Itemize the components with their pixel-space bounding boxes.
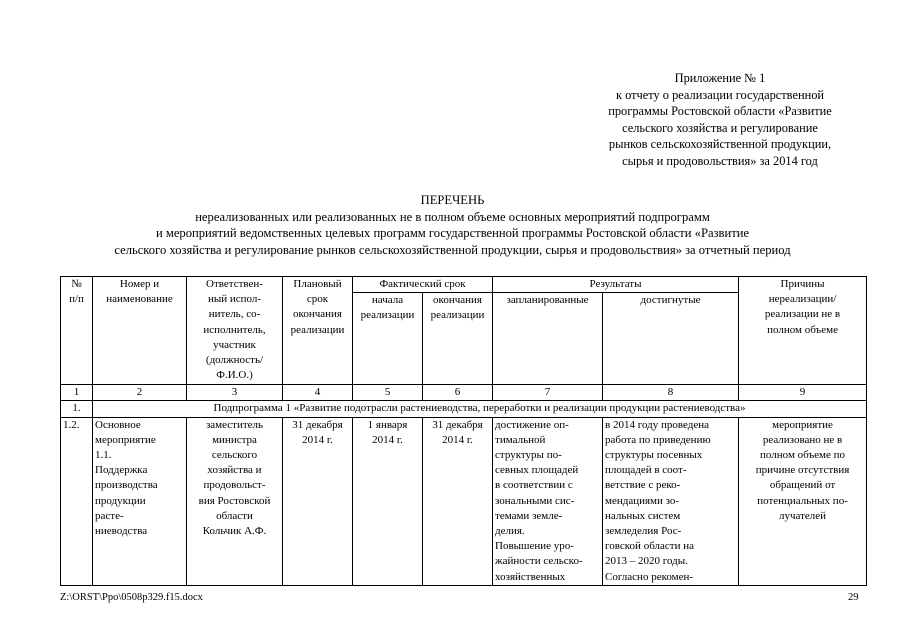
- cell-line: 1.1.: [95, 449, 112, 462]
- cell-line: говской области на: [605, 540, 694, 553]
- cell-line: темами земле-: [495, 509, 563, 522]
- cell-line: в соответствии с: [495, 479, 573, 492]
- appendix-line: сырья и продовольствия» за 2014 год: [622, 153, 818, 168]
- header-results-achieved: достигнутые: [603, 293, 739, 385]
- cell-line: 2014 г.: [372, 433, 403, 446]
- cell-line: нереализации/: [768, 293, 837, 306]
- cell-line: земледелия Рос-: [605, 525, 682, 538]
- title-line: сельского хозяйства и регулирование рынков сельскохозяйственной продукции, сырья и продовольствия» за отчетный период: [114, 242, 791, 257]
- cell-line: достижение оп-: [495, 418, 569, 431]
- column-number-row: [61, 385, 867, 401]
- header-results: Результаты: [493, 277, 739, 293]
- cell-line: нальных систем: [605, 509, 681, 522]
- cell-line: вия Ростовской: [198, 494, 271, 507]
- column-number: 4: [283, 385, 353, 401]
- appendix-line: рынков сельскохозяйственной продукции,: [608, 137, 832, 152]
- cell-line: мероприятие: [772, 418, 833, 431]
- page-number: 29: [848, 592, 859, 603]
- subprogram-text: Подпрограмма 1 «Развитие подотрасли растениеводства, переработки и реализации продукции растениеводства»: [213, 402, 746, 415]
- cell-line: окончания: [433, 294, 482, 307]
- cell-line: ный испол-: [207, 293, 262, 306]
- subprogram-num: 1.: [61, 401, 93, 417]
- cell-line: полном объеме по: [760, 449, 846, 462]
- row-responsible: [187, 417, 283, 585]
- header-row-1: [61, 277, 867, 293]
- row-name: [93, 417, 187, 585]
- row-actual-start: [353, 417, 423, 585]
- header-reasons: [739, 277, 867, 385]
- cell-line: Номер и: [119, 278, 160, 290]
- cell-line: мероприятие: [95, 433, 156, 446]
- cell-line: жайности сельско-: [495, 555, 583, 568]
- cell-line: (должность/: [205, 354, 264, 367]
- cell-line: наименование: [106, 293, 173, 306]
- cell-line: расте-: [95, 509, 124, 522]
- cell-line: делия.: [495, 525, 525, 538]
- column-number: 5: [353, 385, 423, 401]
- title-line: и мероприятий ведомственных целевых программ государственной программы Ростовской области «Развитие: [155, 226, 750, 241]
- subprogram-title: [93, 401, 867, 417]
- column-number: 1: [61, 385, 93, 401]
- cell-line: заместитель: [205, 418, 264, 431]
- title-heading: ПЕРЕЧЕНЬ: [420, 193, 485, 207]
- cell-line: структуры по-: [495, 449, 562, 462]
- row-results-achieved: [603, 417, 739, 585]
- cell-line: причине отсутствия: [755, 464, 850, 477]
- row-planned: [283, 417, 353, 585]
- row-actual-end: [423, 417, 493, 585]
- cell-line: реализации: [430, 309, 485, 322]
- appendix-line: Приложение № 1: [674, 71, 766, 85]
- row-num: 1.2.: [61, 417, 93, 585]
- cell-line: ветствие с реко-: [605, 479, 681, 492]
- table-row: [61, 417, 867, 585]
- cell-line: 31 декабря: [292, 418, 343, 431]
- column-number: 9: [739, 385, 867, 401]
- column-number: 3: [187, 385, 283, 401]
- cell-line: окончания: [293, 308, 342, 321]
- cell-line: зональными сис-: [495, 494, 575, 507]
- cell-line: Ответствен-: [206, 278, 263, 290]
- cell-line: области: [216, 509, 253, 522]
- cell-line: реализации не в: [764, 308, 841, 321]
- cell-line: №: [71, 278, 82, 290]
- appendix-line: к отчету о реализации государственной: [615, 87, 825, 102]
- cell-line: площадей в соот-: [605, 464, 687, 477]
- cell-line: продукции: [95, 494, 146, 507]
- column-number: 7: [493, 385, 603, 401]
- cell-line: 2014 г.: [442, 433, 473, 446]
- cell-line: исполнитель,: [203, 323, 266, 336]
- cell-line: Поддержка: [95, 464, 148, 477]
- cell-line: работа по приведению: [605, 433, 711, 446]
- cell-line: продовольст-: [203, 479, 266, 492]
- cell-line: реализовано не в: [762, 433, 843, 446]
- cell-line: хозяйства и: [207, 464, 262, 477]
- cell-line: п/п: [69, 293, 84, 306]
- header-name: [93, 277, 187, 385]
- cell-line: лучателей: [778, 509, 827, 522]
- cell-line: в 2014 году проведена: [605, 418, 709, 431]
- cell-line: структуры посевных: [605, 449, 703, 462]
- cell-line: 1 января: [367, 418, 408, 431]
- cell-line: ниеводства: [95, 525, 148, 538]
- cell-line: Повышение уро-: [495, 540, 574, 553]
- cell-line: Согласно рекомен-: [605, 570, 694, 583]
- header-planned: [283, 277, 353, 385]
- cell-line: реализации: [290, 323, 345, 336]
- title-line: нереализованных или реализованных не в полном объеме основных мероприятий подпрограмм: [195, 209, 710, 224]
- column-number: 8: [603, 385, 739, 401]
- header-results-planned: запланированные: [493, 293, 603, 385]
- cell-line: участник: [213, 338, 256, 351]
- appendix-line: сельского хозяйства и регулирование: [622, 120, 818, 135]
- header-actual-start: [353, 293, 423, 385]
- cell-line: Кольчик А.Ф.: [202, 525, 267, 538]
- cell-line: производства: [95, 479, 158, 492]
- header-num: [61, 277, 93, 385]
- cell-line: начала: [371, 294, 404, 307]
- cell-line: министра: [212, 433, 257, 446]
- cell-line: 2014 г.: [302, 433, 333, 446]
- cell-line: Плановый: [293, 278, 342, 290]
- header-actual: Фактический срок: [353, 277, 493, 293]
- cell-line: потенциальных по-: [757, 494, 848, 507]
- cell-line: полном объеме: [767, 323, 838, 336]
- row-reasons: [739, 417, 867, 585]
- cell-line: 2013 – 2020 годы.: [605, 555, 688, 568]
- cell-line: Основное: [95, 418, 141, 431]
- document-title: [0, 192, 905, 258]
- header-responsible: [187, 277, 283, 385]
- cell-line: срок: [306, 293, 329, 306]
- appendix-block: [560, 70, 880, 170]
- cell-line: сельского: [211, 449, 258, 462]
- cell-line: хозяйственных: [495, 570, 566, 583]
- row-results-planned: [493, 417, 603, 585]
- column-number: 2: [93, 385, 187, 401]
- cell-line: 31 декабря: [432, 418, 483, 431]
- cell-line: обращений от: [769, 479, 836, 492]
- cell-line: тимальной: [495, 433, 546, 446]
- footer-file-path: Z:\ORST\Ppo\0508p329.f15.docx: [60, 592, 203, 603]
- cell-line: нитель, со-: [208, 308, 261, 321]
- cell-line: мендациями зо-: [605, 494, 680, 507]
- cell-line: Причины: [780, 278, 825, 290]
- cell-line: севных площадей: [495, 464, 579, 477]
- subprogram-row: [61, 401, 867, 417]
- measures-table: [60, 276, 867, 586]
- header-actual-end: [423, 293, 493, 385]
- column-number: 6: [423, 385, 493, 401]
- cell-line: Ф.И.О.): [216, 369, 253, 382]
- appendix-line: программы Ростовской области «Развитие: [608, 104, 832, 119]
- cell-line: реализации: [360, 309, 415, 322]
